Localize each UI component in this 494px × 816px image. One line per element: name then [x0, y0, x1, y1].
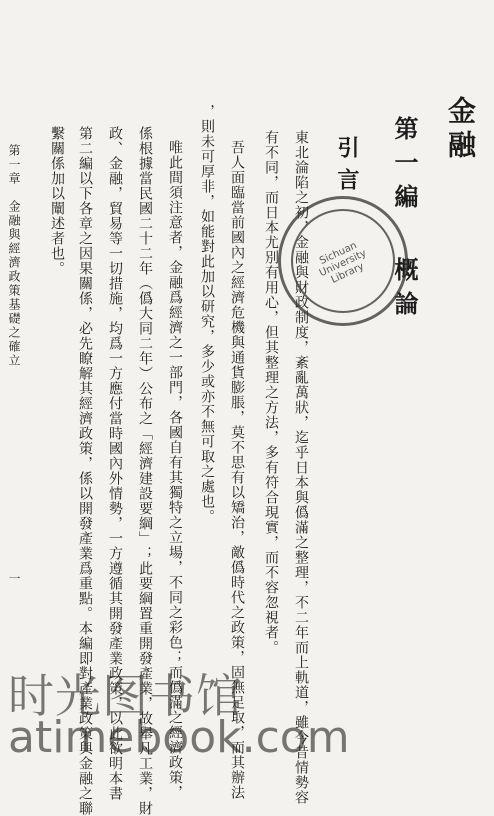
paragraph-line-6: 係根據當民國二十二年（僞大同二年）公布之「經濟建設要綱」；此要綱置重開發產業，故舉凡工業，財: [137, 126, 153, 816]
watermark-cn: 时光图书馆: [8, 669, 243, 723]
chapter-label: 第一章 金融與經濟政策基礎之確立: [7, 144, 21, 368]
paragraph-line-9: 繫關係加以闡述者也。: [49, 126, 65, 276]
paragraph-line-4: ，則未可厚非，如能對此加以研究，多少或亦不無可取之處也。: [199, 104, 215, 524]
stamp-text: Sichuan University Library: [317, 240, 369, 286]
book-title: 金融: [444, 96, 477, 164]
paragraph-line-8: 第二編以下各章之因果關係，必先瞭解其經濟政策，係以開發產業爲重點。本編即對產業政策與金融之聯: [77, 126, 93, 816]
page-number: 一: [7, 572, 21, 586]
paragraph-line-7: 政、金融，貿易等一切措施，均爲一方應付當時國內外情勢，一方遵循其開發產業政策，以此欲明本書: [107, 126, 123, 801]
library-stamp: [278, 196, 408, 326]
paragraph-line-5: 唯此間須注意者，金融爲經濟之一部門，各國自有其獨特之立場，不同之彩色；而僞滿之經濟政策，: [167, 140, 183, 800]
watermark-url: atimebook.com: [8, 712, 350, 763]
subheading: 引言: [334, 136, 360, 200]
paragraph-line-1: 東北淪陷之初，金融與財政制度，紊亂萬狀，迄乎日本與僞滿之整理，不二年而上軌道，雖今昔情勢容: [293, 130, 309, 805]
paragraph-line-2: 有不同，而日本尤別有用心，但其整理之方法，多有符合現實，而不容忽視者。: [263, 130, 279, 655]
paragraph-line-3: 吾人面臨當前國內之經濟危機與通貨膨脹，莫不思有以矯治，敵僞時代之政策，固無足取，而其辦法: [229, 140, 245, 800]
section-heading: 第一編 概論: [390, 116, 419, 325]
